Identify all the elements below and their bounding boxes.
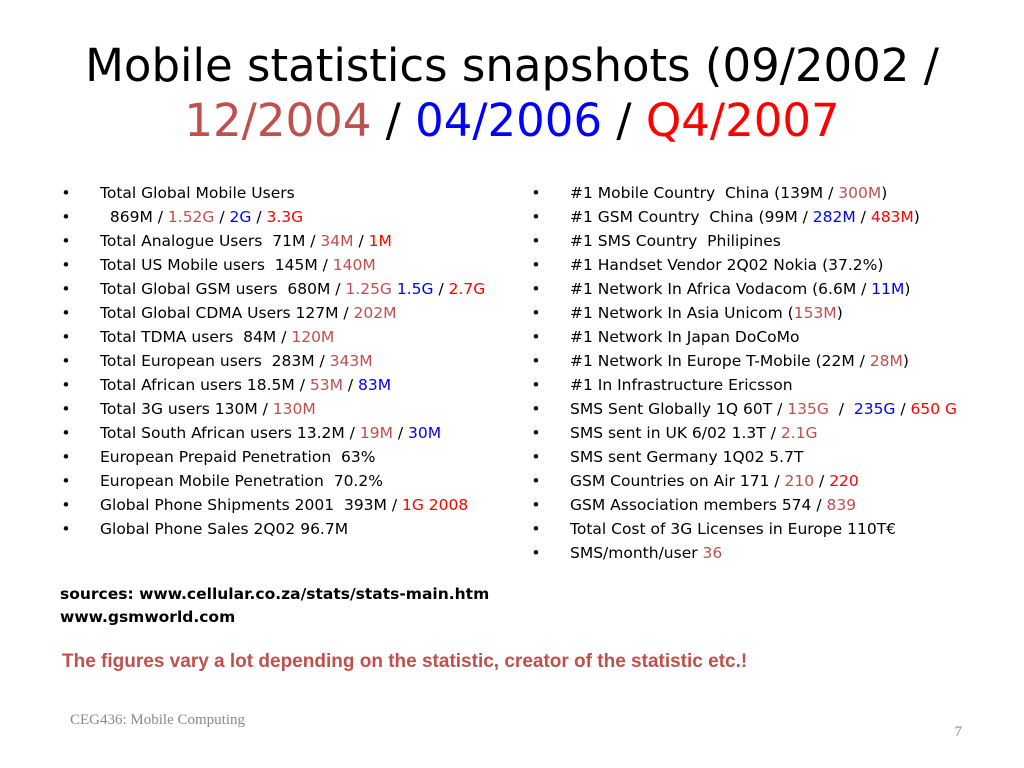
bullet-icon: • xyxy=(531,184,541,202)
bullet-icon: • xyxy=(531,472,541,490)
stat-text: 130M xyxy=(272,400,316,418)
stat-text: 53M xyxy=(309,376,343,394)
stat-text: 343M xyxy=(329,352,373,370)
title-segment: / xyxy=(602,94,646,147)
left-list-item xyxy=(60,301,500,325)
stat-text: / xyxy=(392,424,409,442)
stat-text: 83M xyxy=(358,376,392,394)
bullet-icon: • xyxy=(531,448,541,466)
footer-course: CEG436: Mobile Computing xyxy=(70,712,246,728)
right-list-item xyxy=(530,301,970,325)
stat-text: Total Analogue Users 71M / xyxy=(100,232,321,250)
stat-text: / xyxy=(214,208,230,226)
left-list-item xyxy=(60,421,500,445)
right-list-item xyxy=(530,541,970,565)
bullet-icon: • xyxy=(61,328,71,346)
title-segment: 04/2006 xyxy=(415,94,603,147)
right-list-item xyxy=(530,205,970,229)
right-list-item xyxy=(530,493,970,517)
stat-text: 220 xyxy=(829,472,859,490)
stat-text: Total TDMA users 84M / xyxy=(100,328,292,346)
stat-text: 300M xyxy=(838,184,882,202)
stat-text: SMS sent Germany 1Q02 5.7T xyxy=(570,448,804,466)
bullet-icon: • xyxy=(61,400,71,418)
stat-text: #1 Network In Europe T-Mobile (22M / xyxy=(570,352,870,370)
stat-text: 869M / xyxy=(100,208,168,226)
title-segment: Q4/2007 xyxy=(645,94,840,147)
right-list-item xyxy=(530,277,970,301)
stat-text: #1 In Infrastructure Ericsson xyxy=(570,376,793,394)
bullet-icon: • xyxy=(531,520,541,538)
left-list-item xyxy=(60,493,500,517)
title-segment: / xyxy=(371,94,416,147)
right-list-item xyxy=(530,349,970,373)
stat-text: 235G xyxy=(853,400,896,418)
stat-text: #1 Network In Japan DoCoMo xyxy=(570,328,800,346)
stat-text: 483M xyxy=(870,208,914,226)
stat-text: 282M xyxy=(812,208,856,226)
stat-text: 36 xyxy=(702,544,723,562)
stat-text: #1 Network In Africa Vodacom (6.6M / xyxy=(570,280,872,298)
right-bullet-list xyxy=(530,181,970,565)
stat-text: / xyxy=(855,208,871,226)
left-list-item xyxy=(60,349,500,373)
right-list-item xyxy=(530,181,970,205)
right-list-item xyxy=(530,517,970,541)
left-list-item xyxy=(60,373,500,397)
bullet-icon: • xyxy=(61,424,71,442)
left-list-item xyxy=(60,205,500,229)
left-list-item xyxy=(60,517,500,541)
stat-text: ) xyxy=(836,304,843,322)
stat-text: 1.25G xyxy=(345,280,392,298)
stat-text: 1.52G xyxy=(167,208,215,226)
stat-text: #1 Mobile Country China (139M / xyxy=(570,184,839,202)
stat-text: 34M xyxy=(320,232,354,250)
stat-text: Global Phone Sales 2Q02 96.7M xyxy=(100,520,349,538)
bullet-icon: • xyxy=(61,448,71,466)
bullet-icon: • xyxy=(61,352,71,370)
bullet-icon: • xyxy=(531,256,541,274)
stat-text: 120M xyxy=(291,328,335,346)
bullet-icon: • xyxy=(61,232,71,250)
stat-text: / xyxy=(353,232,369,250)
stat-text: Total South African users 13.2M / xyxy=(100,424,360,442)
stat-text: / xyxy=(342,376,359,394)
bullet-icon: • xyxy=(61,472,71,490)
right-list-item xyxy=(530,229,970,253)
stat-text: Total European users 283M / xyxy=(100,352,330,370)
stat-text: Total African users 18.5M / xyxy=(100,376,310,394)
stat-text: Total Cost of 3G Licenses in Europe 110T€ xyxy=(570,520,897,538)
bullet-icon: • xyxy=(61,256,71,274)
bullet-icon: • xyxy=(531,280,541,298)
left-list-item xyxy=(60,181,500,205)
stat-text: ) xyxy=(904,280,911,298)
title-line-1: Mobile statistics snapshots (09/2002 / xyxy=(85,39,939,92)
title-line-2 xyxy=(0,93,1024,148)
bullet-icon: • xyxy=(61,304,71,322)
left-list-item xyxy=(60,445,500,469)
stat-text: #1 Handset Vendor 2Q02 Nokia (37.2%) xyxy=(570,256,884,274)
sources-line-2: www.gsmworld.com xyxy=(60,608,236,626)
bullet-icon: • xyxy=(531,232,541,250)
left-list-item xyxy=(60,469,500,493)
footnote-warning: The figures vary a lot depending on the statistic, creator of the statistic etc.! xyxy=(62,651,748,672)
stat-text: Global Phone Shipments 2001 393M / xyxy=(100,496,402,514)
stat-text: 1M xyxy=(368,232,392,250)
bullet-icon: • xyxy=(531,376,541,394)
stat-text: 140M xyxy=(332,256,376,274)
left-list-item xyxy=(60,229,500,253)
slide-title xyxy=(0,38,1024,148)
bullet-icon: • xyxy=(61,208,71,226)
stat-text: Total Global GSM users 680M / xyxy=(100,280,346,298)
stat-text: 1.5G xyxy=(396,280,434,298)
title-segment: 12/2004 xyxy=(184,94,372,147)
stat-text: 3.3G xyxy=(266,208,304,226)
bullet-icon: • xyxy=(61,280,71,298)
bullet-icon: • xyxy=(531,328,541,346)
stat-text: 28M xyxy=(869,352,903,370)
stat-text: 202M xyxy=(353,304,397,322)
right-list-item xyxy=(530,469,970,493)
bullet-icon: • xyxy=(61,184,71,202)
bullet-icon: • xyxy=(531,544,541,562)
bullet-icon: • xyxy=(531,400,541,418)
stat-text: SMS sent in UK 6/02 1.3T / xyxy=(570,424,781,442)
stat-text: 2.7G xyxy=(448,280,486,298)
stat-text: European Prepaid Penetration 63% xyxy=(100,448,376,466)
right-list-item xyxy=(530,421,970,445)
stat-text: SMS Sent Globally 1Q 60T / xyxy=(570,400,788,418)
stat-text: ) xyxy=(913,208,920,226)
stat-text: #1 Network In Asia Unicom ( xyxy=(570,304,794,322)
page-number: 7 xyxy=(954,724,962,740)
stat-text: Total Global Mobile Users xyxy=(100,184,295,202)
stat-text: 210 xyxy=(784,472,815,490)
stat-text: 1G 2008 xyxy=(402,496,469,514)
right-list-item xyxy=(530,397,970,421)
stat-text: Total US Mobile users 145M / xyxy=(100,256,333,274)
left-list-item xyxy=(60,397,500,421)
bullet-icon: • xyxy=(61,496,71,514)
stat-text: 11M xyxy=(871,280,905,298)
stat-text: 2G xyxy=(229,208,252,226)
stat-text: 650 G xyxy=(910,400,958,418)
stat-text: 153M xyxy=(793,304,837,322)
right-list-item xyxy=(530,325,970,349)
stat-text: 2.1G xyxy=(780,424,818,442)
stat-text: European Mobile Penetration 70.2% xyxy=(100,472,383,490)
stat-text: ) xyxy=(881,184,888,202)
right-list-item xyxy=(530,445,970,469)
bullet-icon: • xyxy=(531,208,541,226)
sources xyxy=(60,583,489,629)
left-list-item xyxy=(60,325,500,349)
stat-text: 19M xyxy=(359,424,393,442)
stat-text: GSM Association members 574 / xyxy=(570,496,827,514)
stat-text: / xyxy=(814,472,830,490)
right-list-item xyxy=(530,253,970,277)
stat-text: 135G xyxy=(787,400,829,418)
stat-text: / xyxy=(895,400,911,418)
bullet-icon: • xyxy=(531,424,541,442)
stat-text: 839 xyxy=(826,496,857,514)
stat-text: / xyxy=(433,280,449,298)
stat-text: #1 SMS Country Philipines xyxy=(570,232,781,250)
stat-text: ) xyxy=(902,352,909,370)
stat-text: Total Global CDMA Users 127M / xyxy=(100,304,354,322)
stat-text: 30M xyxy=(408,424,442,442)
left-list-item xyxy=(60,253,500,277)
stat-text: GSM Countries on Air 171 / xyxy=(570,472,785,490)
stat-text: Total 3G users 130M / xyxy=(100,400,273,418)
left-bullet-list xyxy=(60,181,500,541)
stat-text: / xyxy=(251,208,267,226)
bullet-icon: • xyxy=(531,304,541,322)
bullet-icon: • xyxy=(531,496,541,514)
stat-text: #1 GSM Country China (99M / xyxy=(570,208,813,226)
sources-line-1: sources: www.cellular.co.za/stats/stats-main.htm xyxy=(60,585,490,603)
left-list-item xyxy=(60,277,500,301)
stat-text: SMS/month/user xyxy=(570,544,703,562)
bullet-icon: • xyxy=(61,376,71,394)
right-list-item xyxy=(530,373,970,397)
stat-text: / xyxy=(828,400,854,418)
bullet-icon: • xyxy=(531,352,541,370)
bullet-icon: • xyxy=(61,520,71,538)
